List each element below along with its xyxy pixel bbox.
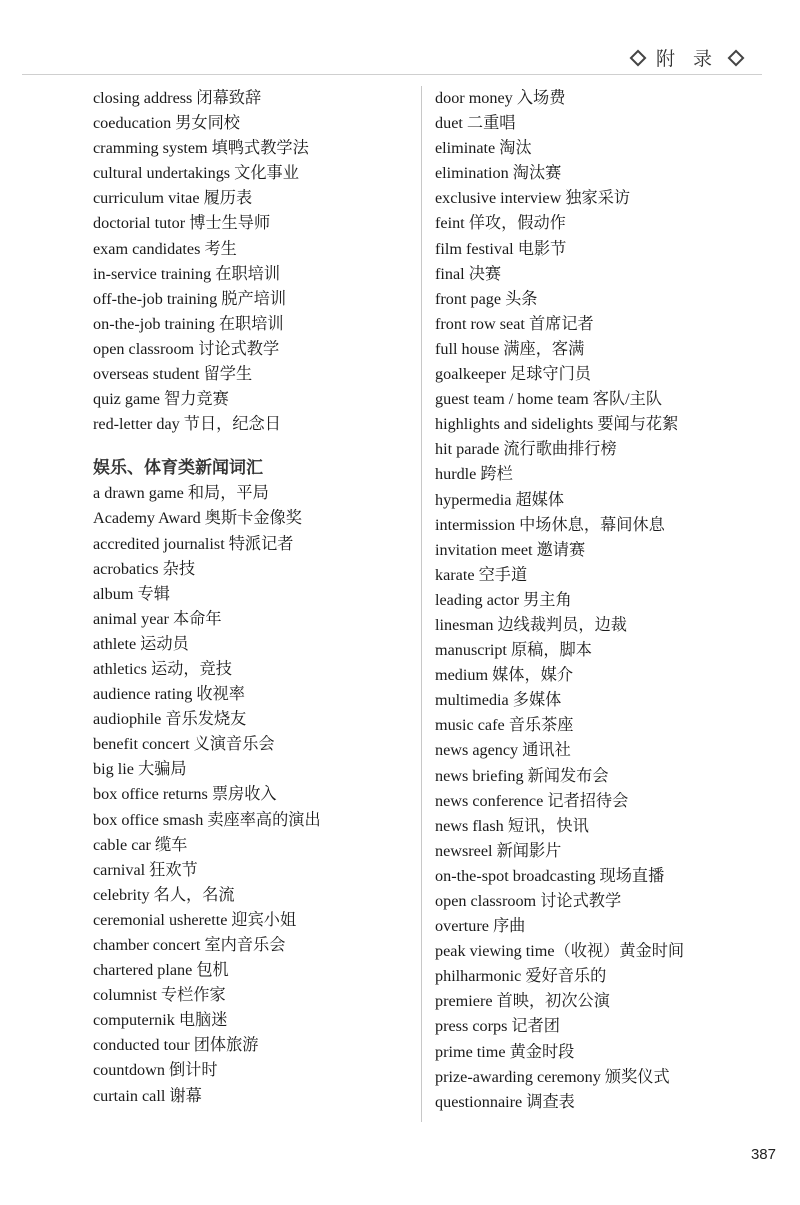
- glossary-entry: medium 媒体，媒介: [435, 666, 574, 685]
- glossary-entry: overseas student 留学生: [93, 365, 253, 384]
- glossary-entry: cable car 缆车: [93, 835, 188, 854]
- glossary-entry: duet 二重唱: [435, 114, 516, 133]
- glossary-entry: full house 满座，客满: [435, 339, 585, 358]
- glossary-entry: multimedia 多媒体: [435, 691, 562, 710]
- section-heading: 娱乐、体育类新闻词汇: [93, 458, 263, 479]
- glossary-entry: linesman 边线裁判员，边裁: [435, 615, 627, 634]
- header-rule: [22, 74, 762, 75]
- glossary-entry: athletics 运动，竞技: [93, 659, 232, 678]
- glossary-entry: front row seat 首席记者: [435, 314, 594, 333]
- glossary-entry: album 专辑: [93, 584, 170, 603]
- glossary-entry: on-the-spot broadcasting 现场直播: [435, 866, 665, 885]
- glossary-entry: feint 佯攻，假动作: [435, 214, 566, 233]
- glossary-entry: goalkeeper 足球守门员: [435, 365, 591, 384]
- glossary-entry: front page 头条: [435, 289, 538, 308]
- right-column: [435, 86, 765, 1115]
- glossary-entry: hypermedia 超媒体: [435, 490, 565, 509]
- glossary-entry: carnival 狂欢节: [93, 860, 198, 879]
- column-divider: [421, 86, 422, 1122]
- glossary-entry: box office returns 票房收入: [93, 785, 277, 804]
- glossary-entry: hit parade 流行歌曲排行榜: [435, 440, 617, 459]
- glossary-entry: accredited journalist 特派记者: [93, 534, 294, 553]
- diamond-ornament-icon: [629, 49, 646, 66]
- glossary-entry: celebrity 名人，名流: [93, 885, 235, 904]
- glossary-entry: athlete 运动员: [93, 634, 189, 653]
- glossary-entry: curriculum vitae 履历表: [93, 189, 253, 208]
- glossary-entry: big lie 大骗局: [93, 760, 187, 779]
- glossary-entry: closing address 闭幕致辞: [93, 89, 262, 107]
- glossary-entry: film festival 电影节: [435, 239, 567, 258]
- diamond-ornament-icon: [728, 49, 745, 66]
- left-entries-top: [93, 86, 409, 437]
- glossary-entry: news flash 短讯，快讯: [435, 816, 589, 835]
- header-title: 附 录: [655, 48, 718, 70]
- glossary-entry: exclusive interview 独家采访: [435, 189, 631, 208]
- glossary-entry: open classroom 讨论式教学: [93, 339, 280, 358]
- glossary-entry: manuscript 原稿，脚本: [435, 641, 592, 660]
- glossary-entry: conducted tour 团体旅游: [93, 1036, 259, 1055]
- glossary-entry: overture 序曲: [435, 917, 526, 936]
- glossary-entry: box office smash 卖座率高的演出: [93, 810, 321, 829]
- glossary-entry: curtain call 谢幕: [93, 1086, 202, 1105]
- glossary-entry: chamber concert 室内音乐会: [93, 936, 286, 954]
- glossary-entry: music cafe 音乐茶座: [435, 716, 574, 735]
- glossary-entry: ceremonial usherette 迎宾小姐: [93, 910, 297, 929]
- glossary-entry: prize-awarding ceremony 颁奖仪式: [435, 1067, 670, 1086]
- glossary-entry: news briefing 新闻发布会: [435, 766, 609, 785]
- glossary-entry: quiz game 智力竞赛: [93, 390, 229, 409]
- page-number: 387: [750, 1146, 776, 1163]
- glossary-entry: news agency 通讯社: [435, 741, 571, 760]
- glossary-entry: final 决赛: [435, 264, 502, 283]
- glossary-entry: chartered plane 包机: [93, 961, 229, 980]
- glossary-entry: on-the-job training 在职培训: [93, 314, 284, 333]
- glossary-entry: audience rating 收视率: [93, 685, 245, 704]
- glossary-entry: hurdle 跨栏: [435, 465, 513, 484]
- glossary-entry: premiere 首映，初次公演: [435, 992, 610, 1011]
- left-column: [93, 86, 409, 1109]
- glossary-entry: Academy Award 奥斯卡金像奖: [93, 509, 302, 528]
- glossary-entry: peak viewing time（收视）黄金时间: [435, 942, 685, 961]
- glossary-entry: elimination 淘汰赛: [435, 164, 562, 183]
- glossary-entry: philharmonic 爱好音乐的: [435, 967, 607, 986]
- glossary-entry: red-letter day 节日，纪念日: [93, 415, 281, 434]
- glossary-entry: cramming system 填鸭式教学法: [93, 139, 309, 158]
- glossary-entry: news conference 记者招待会: [435, 791, 629, 810]
- glossary-entry: cultural undertakings 文化事业: [93, 164, 299, 183]
- glossary-entry: invitation meet 邀请赛: [435, 540, 586, 559]
- glossary-entry: eliminate 淘汰: [435, 139, 532, 158]
- glossary-entry: animal year 本命年: [93, 609, 222, 628]
- glossary-entry: columnist 专栏作家: [93, 986, 226, 1005]
- glossary-entry: door money 入场费: [435, 89, 566, 107]
- running-header: [626, 44, 748, 71]
- glossary-entry: coeducation 男女同校: [93, 114, 240, 133]
- glossary-entry: guest team / home team 客队/主队: [435, 390, 663, 409]
- glossary-entry: intermission 中场休息，幕间休息: [435, 515, 665, 534]
- glossary-entry: newsreel 新闻影片: [435, 841, 562, 860]
- glossary-entry: doctorial tutor 博士生导师: [93, 214, 271, 233]
- glossary-entry: press corps 记者团: [435, 1017, 560, 1036]
- glossary-entry: countdown 倒计时: [93, 1061, 218, 1080]
- glossary-entry: leading actor 男主角: [435, 590, 572, 609]
- left-entries-bottom: [93, 481, 409, 1108]
- glossary-entry: open classroom 讨论式教学: [435, 892, 622, 910]
- glossary-entry: a drawn game 和局，平局: [93, 484, 269, 503]
- glossary-entry: karate 空手道: [435, 565, 528, 584]
- glossary-entry: acrobatics 杂技: [93, 559, 196, 578]
- right-entries: [435, 86, 765, 1115]
- glossary-entry: highlights and sidelights 要闻与花絮: [435, 415, 679, 434]
- glossary-entry: prime time 黄金时段: [435, 1042, 575, 1061]
- glossary-entry: questionnaire 调查表: [435, 1092, 575, 1111]
- glossary-entry: exam candidates 考生: [93, 239, 237, 258]
- glossary-entry: benefit concert 义演音乐会: [93, 735, 275, 754]
- glossary-entry: audiophile 音乐发烧友: [93, 710, 247, 729]
- glossary-entry: computernik 电脑迷: [93, 1011, 228, 1030]
- glossary-entry: off-the-job training 脱产培训: [93, 289, 287, 308]
- glossary-entry: in-service training 在职培训: [93, 264, 281, 283]
